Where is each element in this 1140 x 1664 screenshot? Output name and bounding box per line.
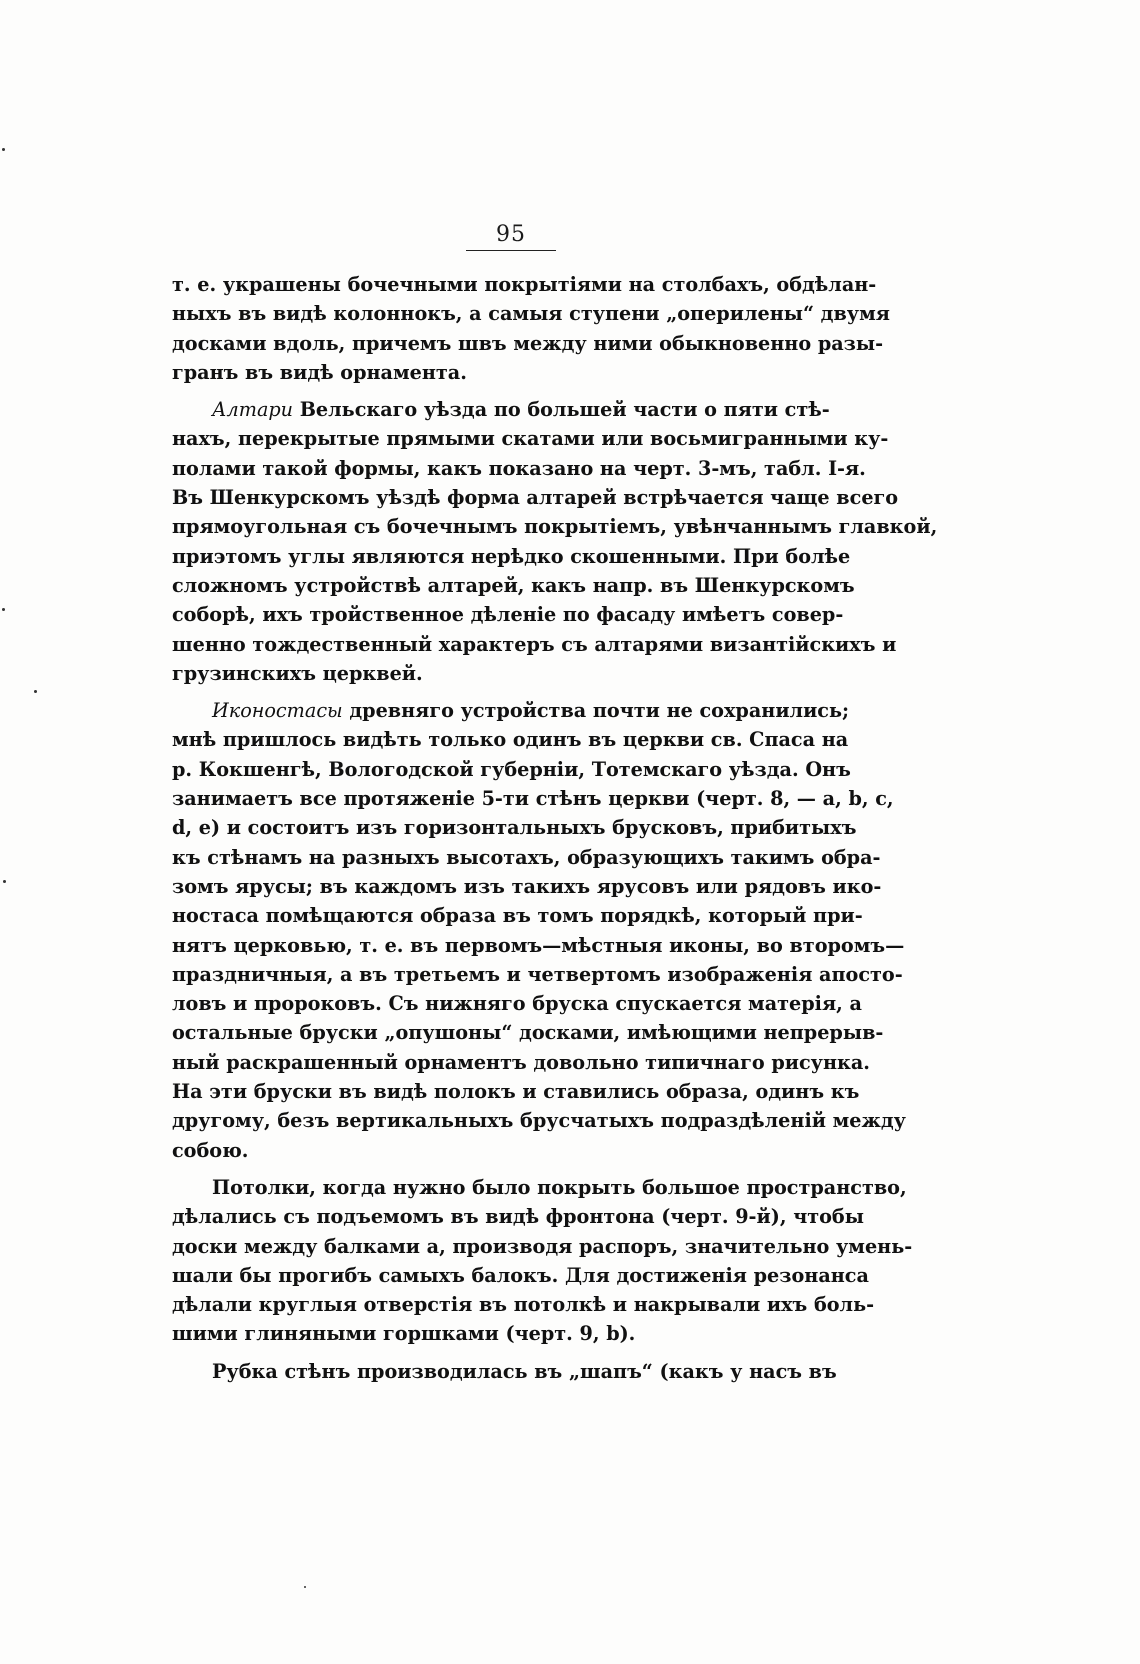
text-line <box>172 395 828 424</box>
text-line: занимаетъ все протяженіе 5-ти стѣнъ церкви (черт. 8, — a, b, c, <box>172 787 894 811</box>
text-line: ловъ и пророковъ. Съ нижняго бруска спускается матерія, а <box>172 992 862 1016</box>
italic-lead-altari: Алтари <box>212 398 294 422</box>
page-number-container <box>466 222 556 247</box>
text-line: собою. <box>172 1138 249 1162</box>
text-line: остальные бруски „опушоны“ досками, имѣющими непрерыв- <box>172 1021 884 1045</box>
text-line: сложномъ устройствѣ алтарей, какъ напр. въ Шенкурскомъ <box>172 573 855 597</box>
paragraph-3 <box>172 696 906 1165</box>
paragraph-2 <box>172 395 938 688</box>
text-line: зомъ ярусы; въ каждомъ изъ такихъ ярусовъ или рядовъ ико- <box>172 874 882 898</box>
text-line <box>172 696 850 725</box>
scan-speck <box>2 148 5 151</box>
text-line: другому, безъ вертикальныхъ брусчатыхъ подраздѣленій между <box>172 1109 906 1133</box>
text-line: приэтомъ углы являются нерѣдко скошенными. При болѣе <box>172 544 851 568</box>
text-line: грузинскихъ церквей. <box>172 661 423 685</box>
italic-lead-ikonostasy: Иконостасы <box>212 699 343 723</box>
scan-speck <box>304 1586 306 1588</box>
text-line: нятъ церковью, т. е. въ первомъ—мѣстныя иконы, во второмъ— <box>172 933 905 957</box>
text-line: шенно тождественный характеръ съ алтарями византійскихъ и <box>172 632 897 656</box>
text-line: ный раскрашенный орнаментъ довольно типичнаго рисунка. <box>172 1050 870 1074</box>
text-line: мнѣ пришлось видѣть только одинъ въ церкви св. Спаса на <box>172 728 849 752</box>
text-line: гранъ въ видѣ орнамента. <box>172 360 467 384</box>
scan-speck <box>34 690 37 693</box>
text-line: дѣлались съ подъемомъ въ видѣ фронтона (черт. 9-й), чтобы <box>172 1205 864 1229</box>
text-line: дѣлали круглыя отверстія въ потолкѣ и накрывали ихъ боль- <box>172 1293 875 1317</box>
body-text <box>172 270 938 1394</box>
text-line: Потолки, когда нужно было покрыть большое пространство, <box>212 1175 907 1199</box>
header-rule <box>466 250 556 251</box>
text-line: къ стѣнамъ на разныхъ высотахъ, образующихъ такимъ обра- <box>172 845 881 869</box>
text-line-rest: Вельскаго уѣзда по большей части о пяти стѣ- <box>293 398 830 422</box>
paragraph-1 <box>172 270 890 387</box>
text-line: Рубка стѣнъ производилась въ „шапъ“ (какъ у насъ въ <box>212 1359 837 1383</box>
text-line: ныхъ въ видѣ колоннокъ, а самыя ступени „оперилены“ двумя <box>172 302 890 326</box>
text-line-rest: древняго устройства почти не сохранились; <box>342 699 850 723</box>
paragraph-4 <box>172 1173 913 1349</box>
text-line: праздничныя, а въ третьемъ и четвертомъ изображенія апосто- <box>172 962 903 986</box>
text-line: На эти бруски въ видѣ полокъ и ставились образа, одинъ къ <box>172 1080 860 1104</box>
text-line: соборѣ, ихъ тройственное дѣленіе по фасаду имѣетъ совер- <box>172 603 844 627</box>
text-line: т. е. украшены бочечными покрытіями на столбахъ, обдѣлан- <box>172 273 877 296</box>
page-number: 95 <box>496 222 526 247</box>
text-line: ностаса помѣщаются образа въ томъ порядкѣ, который при- <box>172 904 863 928</box>
text-line: досками вдоль, причемъ швъ между ними обыкновенно разы- <box>172 331 884 355</box>
text-line: доски между балками a, производя распоръ, значительно умень- <box>172 1234 913 1258</box>
text-line: Въ Шенкурскомъ уѣздѣ форма алтарей встрѣчается чаще всего <box>172 486 899 510</box>
text-line: d, e) и состоитъ изъ горизонтальныхъ брусковъ, прибитыхъ <box>172 816 857 840</box>
text-line: шими глиняными горшками (черт. 9, b). <box>172 1322 636 1346</box>
paragraph-5 <box>172 1357 837 1386</box>
text-line: нахъ, перекрытые прямыми скатами или восьмигранными ку- <box>172 427 889 451</box>
scan-speck <box>2 608 5 611</box>
text-line: р. Кокшенгѣ, Вологодской губерніи, Тотемскаго уѣзда. Онъ <box>172 757 851 781</box>
text-line: прямоугольная съ бочечнымъ покрытіемъ, увѣнчаннымъ главкой, <box>172 515 938 539</box>
scan-speck <box>3 880 6 883</box>
text-line: шали бы прогибъ самыхъ балокъ. Для достиженія резонанса <box>172 1263 869 1287</box>
text-line: полами такой формы, какъ показано на черт. 3-мъ, табл. I-я. <box>172 456 866 480</box>
